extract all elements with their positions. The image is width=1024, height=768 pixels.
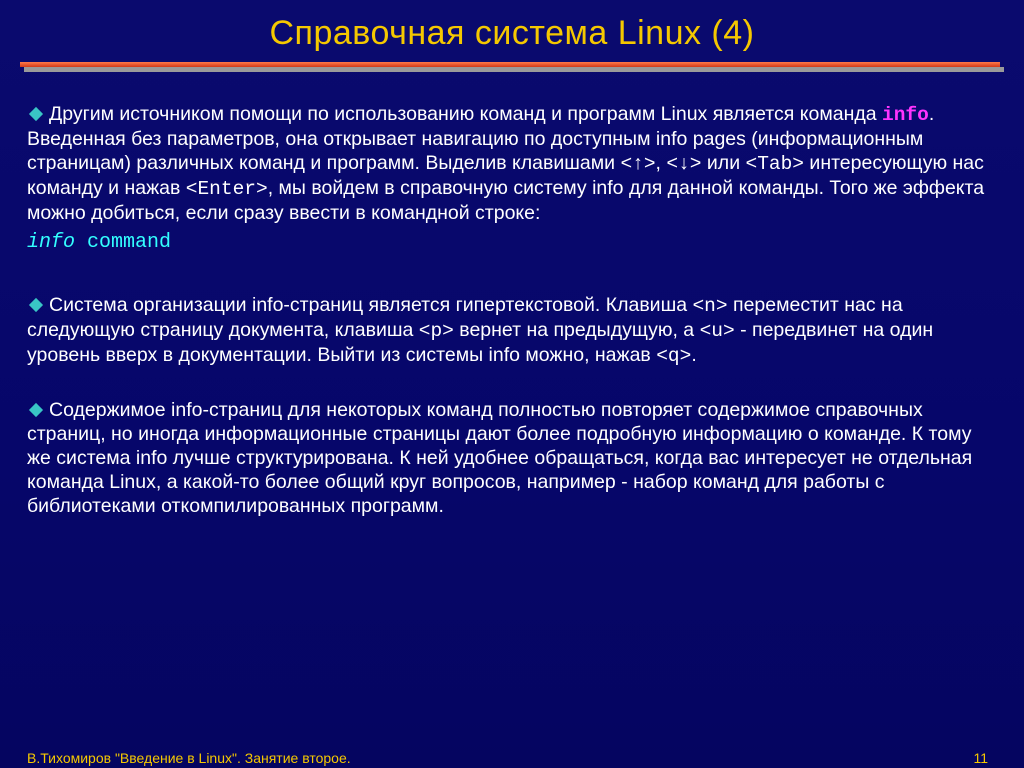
keyword-info: info xyxy=(882,104,929,126)
paragraph-3 xyxy=(27,398,997,518)
p3-text-1: Содержимое info-страниц для некоторых команд полностью повторяет содержимое справочных страниц, но иногда информационные страницы дают более подробную информацию о команде. К тому же система info лучше структурирована. К ней удобнее обращаться, когда вас интересует не отдельная команда Linux, а какой-то более общий круг вопросов, например - набор команд для работы с библиотеками откомпилированных программ. xyxy=(27,399,973,517)
p2-text-5: . xyxy=(691,344,697,366)
diamond-bullet-icon xyxy=(29,107,43,121)
page-number: 11 xyxy=(973,750,988,766)
paragraph-1 xyxy=(27,102,997,225)
paragraph-2 xyxy=(27,293,997,368)
key-down: <↓> xyxy=(666,153,702,175)
underline-line xyxy=(20,62,1000,67)
diamond-bullet-icon xyxy=(29,298,43,312)
diamond-bullet-icon xyxy=(29,403,43,417)
slide-title: Справочная система Linux (4) xyxy=(269,14,755,52)
underline-shadow xyxy=(24,67,1004,72)
key-q: <q> xyxy=(656,345,692,367)
key-n: <n> xyxy=(692,295,728,317)
key-enter: <Enter> xyxy=(185,178,268,200)
p1-text-3: , xyxy=(655,152,667,174)
p1-text-4: или xyxy=(701,152,746,174)
command-arg: command xyxy=(75,231,172,254)
p2-text-1: Система организации info-страниц является гипертекстовой. Клавиша xyxy=(49,294,693,316)
command-example xyxy=(27,231,997,255)
p1-text-2: . Введенная без параметров, она открывает навигацию по доступным info pages (информационным страницам) различных команд и программ. Выделив клавишами xyxy=(27,103,935,174)
slide-body xyxy=(27,102,997,518)
p2-text-4: - передвинет на один уровень вверх в документации. Выйти из системы info можно, нажав xyxy=(27,319,934,366)
key-u: <u> xyxy=(699,320,735,342)
key-tab: <Tab> xyxy=(745,153,805,175)
p1-text-5: интересующую нас команду и нажав xyxy=(27,152,984,199)
footer-author: В.Тихомиров "Введение в Linux". Занятие второе. xyxy=(27,750,351,766)
p1-text-6: , мы войдем в справочную систему info для данной команды. Того же эффекта можно добиться, если сразу ввести в командной строке: xyxy=(27,177,985,224)
command-name: info xyxy=(27,231,76,254)
title-underline xyxy=(20,62,1004,76)
key-up: <↑> xyxy=(620,153,656,175)
p2-text-3: вернет на предыдущую, а xyxy=(453,319,700,341)
p1-text-1: Другим источником помощи по использованию команд и программ Linux является команда xyxy=(49,103,883,125)
key-p: <p> xyxy=(418,320,454,342)
p2-text-2: переместит нас на следующую страницу документа, клавиша xyxy=(27,294,903,341)
